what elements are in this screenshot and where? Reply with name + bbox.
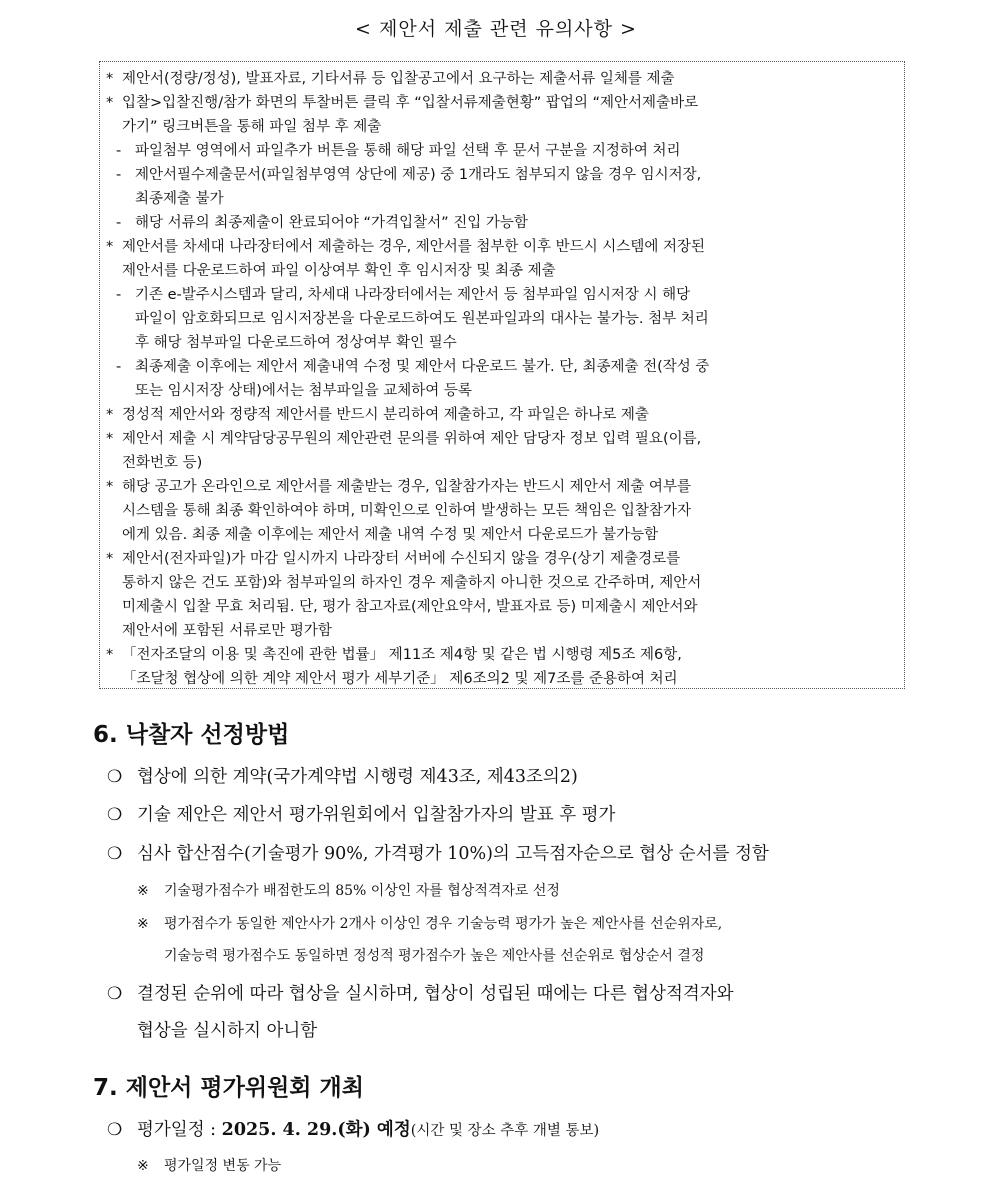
notice-line-text: 제안서 제출 시 계약담당공무원의 제안관련 문의를 위하여 제안 담당자 정보 입력 필요(이름, [122, 431, 702, 447]
notice-line-text: 통하지 않은 건도 포함)와 첨부파일의 하자인 경우 제출하지 아니한 것으로 간주하며, 제안서 [122, 575, 702, 591]
notice-line-text: 해당 공고가 온라인으로 제안서를 제출받는 경우, 입찰참가자는 반드시 제안서 제출 여부를 [122, 479, 691, 495]
notice-line [106, 427, 895, 451]
reference-mark-icon: ※ [137, 916, 149, 932]
dash-marker: - [116, 359, 122, 375]
notice-line-text: 제안서를 차세대 나라장터에서 제출하는 경우, 제안서를 첨부한 이후 반드시 시스템에 저장된 [122, 239, 705, 255]
notice-line [106, 619, 895, 643]
notice-line [106, 67, 895, 91]
circle-bullet-icon: ❍ [107, 767, 123, 787]
notice-line-text: 에게 있음. 최종 제출 이후에는 제안서 제출 내역 수정 및 제안서 다운로드가 불가능함 [122, 527, 659, 543]
asterisk-marker: * [106, 239, 114, 255]
notice-line-text: 최종제출 이후에는 제안서 제출내역 수정 및 제안서 다운로드 불가. 단, 최종제출 전(작성 중 [135, 359, 710, 375]
notice-line-text: 파일이 암호화되므로 임시저장본을 다운로드하여도 원본파일과의 대사는 불가능. 첨부 처리 [135, 311, 709, 327]
dash-marker: - [116, 167, 122, 183]
asterisk-marker: * [106, 479, 114, 495]
section-heading-7: 7. 제안서 평가위원회 개최 [93, 1075, 364, 1101]
notice-line-text: 또는 임시저장 상태)에서는 첨부파일을 교체하여 등록 [135, 383, 472, 399]
notice-line-text: 미제출시 입찰 무효 처리됨. 단, 평가 참고자료(제안요약서, 발표자료 등) 미제출시 제안서와 [122, 599, 698, 615]
notice-box [99, 61, 905, 689]
bullet-text: 결정된 순위에 따라 협상을 실시하며, 협상이 성립된 때에는 다른 협상적격자와 [137, 984, 734, 1004]
notice-line-text: 제안서필수제출문서(파일첨부영역 상단에 제공) 중 1개라도 첨부되지 않을 경우 임시저장, [135, 167, 702, 183]
asterisk-marker: * [106, 647, 114, 663]
dash-marker: - [116, 287, 122, 303]
notice-line [106, 91, 895, 115]
notice-line [106, 331, 895, 355]
circle-bullet-icon: ❍ [107, 984, 123, 1004]
notice-line [106, 235, 895, 259]
notice-line-text: 후 해당 첨부파일 다운로드하여 정상여부 확인 필수 [135, 335, 457, 351]
schedule-note: (시간 및 장소 추후 개별 통보) [410, 1123, 600, 1139]
notice-line-text: 최종제출 불가 [135, 191, 224, 207]
notice-line [106, 667, 895, 691]
notice-line-text: 제안서(전자파일)가 마감 일시까지 나라장터 서버에 수신되지 않을 경우(상기 제출경로를 [122, 551, 681, 567]
note-item [137, 913, 722, 933]
notice-line [106, 523, 895, 547]
notice-line [106, 355, 895, 379]
notice-line [106, 379, 895, 403]
reference-mark-icon: ※ [137, 883, 149, 899]
notice-line-text: 시스템을 통해 최종 확인하여야 하며, 미확인으로 인하여 발생하는 모든 책임은 입찰참가자 [122, 503, 691, 519]
dash-marker: - [116, 143, 122, 159]
notice-line [106, 139, 895, 163]
bullet-continuation: 협상을 실시하지 아니함 [137, 1021, 318, 1041]
notice-line [106, 283, 895, 307]
notice-line [106, 451, 895, 475]
note-item [137, 1155, 281, 1175]
asterisk-marker: * [106, 431, 114, 447]
asterisk-marker: * [106, 95, 114, 111]
bullet-label: 평가일정 : [137, 1120, 222, 1140]
notice-line [106, 571, 895, 595]
bullet-text: 협상에 의한 계약(국가계약법 시행령 제43조, 제43조의2) [137, 767, 578, 787]
circle-bullet-icon: ❍ [107, 1120, 123, 1140]
bullet-item [107, 801, 907, 826]
note-item [137, 880, 560, 900]
notice-line [106, 595, 895, 619]
notice-line [106, 115, 895, 139]
notice-line-text: 제안서에 포함된 서류로만 평가함 [122, 623, 332, 639]
notice-line [106, 259, 895, 283]
notice-line [106, 403, 895, 427]
asterisk-marker: * [106, 407, 114, 423]
notice-line-text: 해당 서류의 최종제출이 완료되어야 “가격입찰서” 진입 가능함 [135, 215, 528, 231]
section-heading-6: 6. 낙찰자 선정방법 [93, 722, 290, 748]
bullet-text: 심사 합산점수(기술평가 90%, 가격평가 10%)의 고득점자순으로 협상 순서를 정함 [137, 844, 769, 864]
notice-line [106, 475, 895, 499]
note-text: 평가일정 변동 가능 [164, 1158, 282, 1174]
notice-line [106, 187, 895, 211]
note-text: 기술평가점수가 배점한도의 85% 이상인 자를 협상적격자로 선정 [164, 883, 560, 899]
circle-bullet-icon: ❍ [107, 805, 123, 825]
notice-title: < 제안서 제출 관련 유의사항 > [355, 18, 637, 40]
notice-line-text: 가기” 링크버튼을 통해 파일 첨부 후 제출 [122, 119, 382, 135]
notice-line [106, 643, 895, 667]
notice-line [106, 211, 895, 235]
note-continuation: 기술능력 평가점수도 동일하면 정성적 평가점수가 높은 제안사를 선순위로 협상순서 결정 [164, 948, 705, 964]
bullet-item [107, 840, 907, 865]
notice-line-text: 제안서(정량/정성), 발표자료, 기타서류 등 입찰공고에서 요구하는 제출서류 일체를 제출 [122, 71, 675, 87]
dash-marker: - [116, 215, 122, 231]
bullet-text: 기술 제안은 제안서 평가위원회에서 입찰참가자의 발표 후 평가 [137, 805, 616, 825]
asterisk-marker: * [106, 71, 114, 87]
reference-mark-icon: ※ [137, 1158, 149, 1174]
notice-line-text: 기존 e-발주시스템과 달리, 차세대 나라장터에서는 제안서 등 첨부파일 임시저장 시 해당 [135, 287, 691, 303]
notice-line-text: 「조달청 협상에 의한 계약 제안서 평가 세부기준」 제6조의2 및 제7조를 준용하여 처리 [122, 671, 678, 687]
asterisk-marker: * [106, 551, 114, 567]
notice-line-text: 파일첨부 영역에서 파일추가 버튼을 통해 해당 파일 선택 후 문서 구분을 지정하여 처리 [135, 143, 681, 159]
bullet-item [107, 1116, 907, 1141]
notice-line-text: 전화번호 등) [122, 455, 203, 471]
notice-line [106, 547, 895, 571]
note-text: 평가점수가 동일한 제안사가 2개사 이상인 경우 기술능력 평가가 높은 제안사를 선순위자로, [164, 916, 723, 932]
notice-line-text: 「전자조달의 이용 및 촉진에 관한 법률」 제11조 제4항 및 같은 법 시행령 제5조 제6항, [122, 647, 682, 663]
notice-line [106, 307, 895, 331]
circle-bullet-icon: ❍ [107, 844, 123, 864]
notice-line [106, 163, 895, 187]
notice-line-text: 제안서를 다운로드하여 파일 이상여부 확인 후 임시저장 및 최종 제출 [122, 263, 556, 279]
schedule-date: 2025. 4. 29.(화) 예정 [221, 1120, 411, 1140]
notice-line-text: 입찰>입찰진행/참가 화면의 투찰버튼 클릭 후 “입찰서류제출현황” 팝업의 “제안서제출바로 [122, 95, 699, 111]
notice-line [106, 499, 895, 523]
notice-line-text: 정성적 제안서와 정량적 제안서를 반드시 분리하여 제출하고, 각 파일은 하나로 제출 [122, 407, 649, 423]
bullet-item [107, 763, 907, 788]
bullet-item [107, 980, 907, 1005]
